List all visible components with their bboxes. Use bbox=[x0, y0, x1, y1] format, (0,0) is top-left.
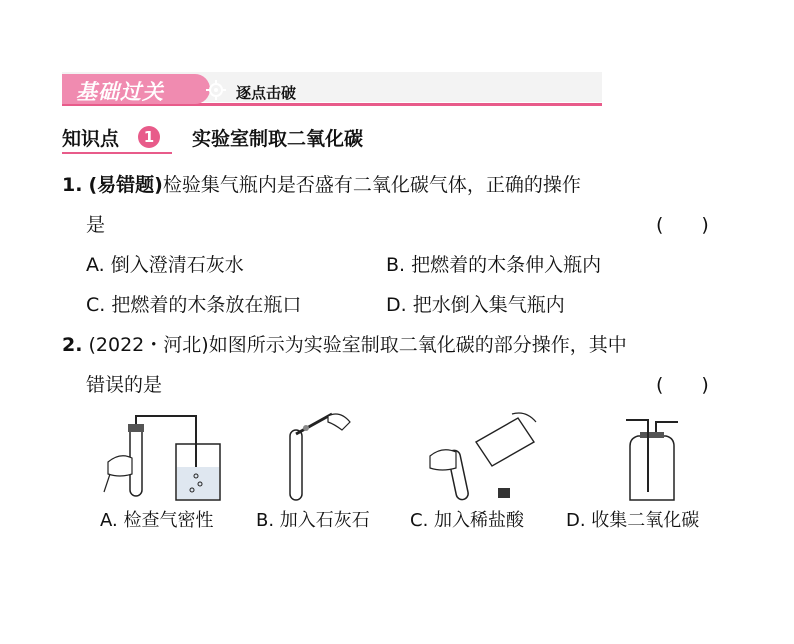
figure-c-add-acid bbox=[426, 412, 546, 507]
figure-a-airtightness-check bbox=[100, 412, 230, 507]
q2-stem-line1 bbox=[62, 330, 627, 357]
figure-a-caption: A. 检查气密性 bbox=[100, 510, 214, 531]
q1-option-c: C. 把燃着的木条放在瓶口 bbox=[86, 294, 302, 316]
q2-stem-line2: 错误的是 bbox=[86, 374, 163, 396]
knowledge-point-number: 1 bbox=[138, 126, 160, 148]
figure-d-caption: D. 收集二氧化碳 bbox=[566, 510, 700, 531]
q1-option-a: A. 倒入澄清石灰水 bbox=[86, 254, 244, 276]
q2-number: 2. bbox=[62, 334, 83, 356]
q1-option-d: D. 把水倒入集气瓶内 bbox=[386, 294, 565, 316]
knowledge-point-label: 知识点 bbox=[62, 128, 120, 150]
q2-stem-text: 如图所示为实验室制取二氧化碳的部分操作，其中 bbox=[208, 334, 627, 356]
q1-stem-line1 bbox=[62, 170, 581, 197]
q2-answer-blank: ( ) bbox=[656, 374, 709, 396]
banner-subtitle: 逐点击破 bbox=[236, 84, 297, 102]
banner-title: 基础过关 bbox=[76, 80, 164, 104]
q1-option-b: B. 把燃着的木条伸入瓶内 bbox=[386, 254, 602, 276]
q1-stem-text: 检验集气瓶内是否盛有二氧化碳气体，正确的操作 bbox=[162, 174, 581, 196]
figure-c-caption: C. 加入稀盐酸 bbox=[410, 510, 525, 531]
q1-tag: (易错题) bbox=[88, 174, 163, 196]
figure-b-caption: B. 加入石灰石 bbox=[256, 510, 370, 531]
knowledge-point-title: 实验室制取二氧化碳 bbox=[192, 128, 364, 150]
crosshair-icon bbox=[206, 80, 226, 100]
q1-number: 1. bbox=[62, 174, 83, 196]
q1-answer-blank: ( ) bbox=[656, 214, 709, 236]
figure-d-collect-co2 bbox=[612, 412, 692, 507]
knowledge-point-underline bbox=[62, 152, 172, 154]
q2-source: (2022・河北) bbox=[88, 334, 209, 356]
section-banner bbox=[62, 72, 602, 108]
q1-stem-line2: 是 bbox=[86, 214, 106, 236]
figure-b-add-limestone bbox=[270, 412, 370, 507]
